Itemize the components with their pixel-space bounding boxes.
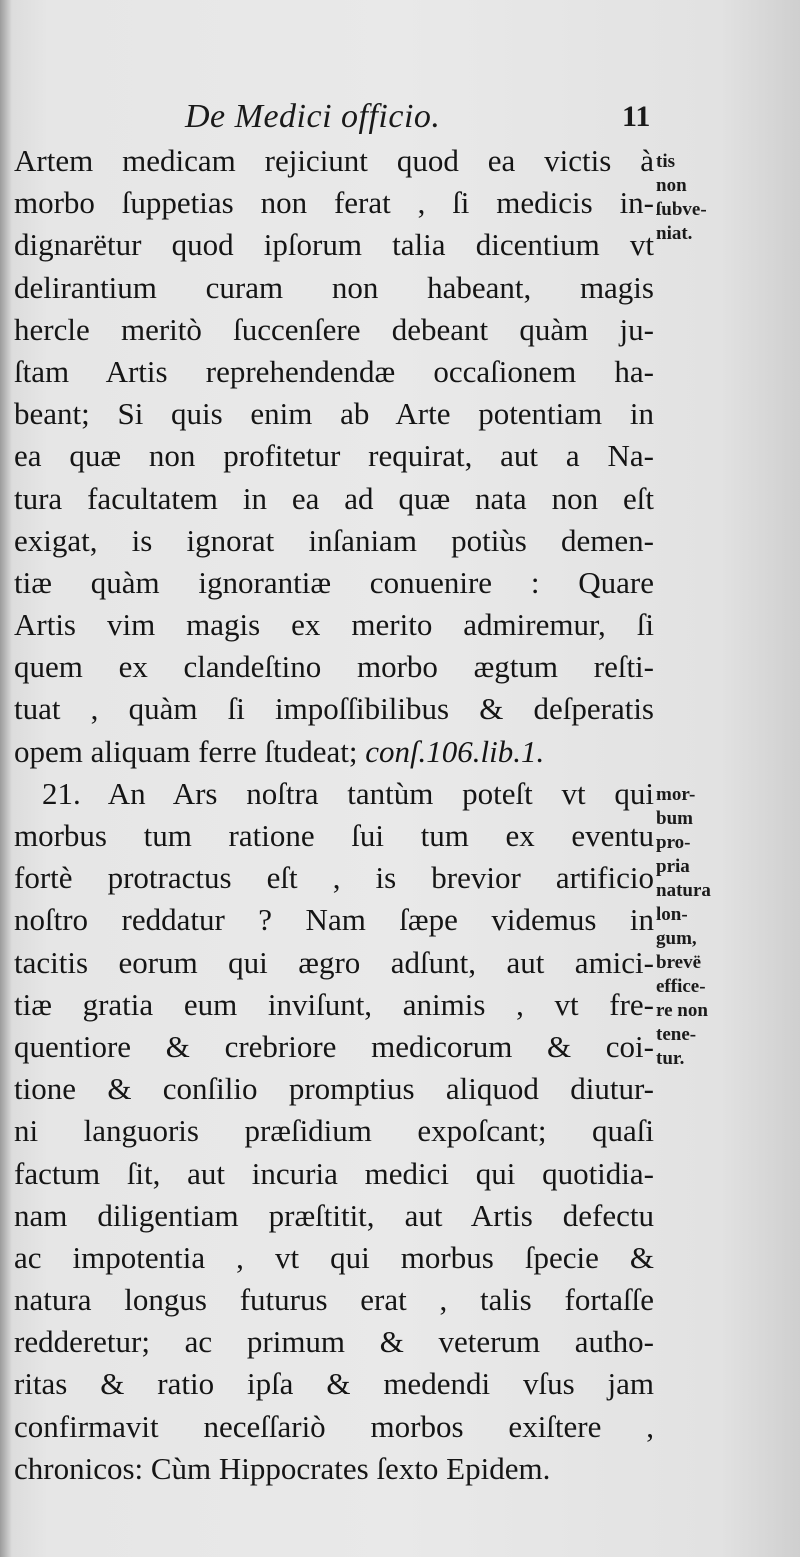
text-fragment: opem aliquam ferre ſtudeat; bbox=[14, 733, 358, 769]
text-line: Artis vim magis ex merito admiremur, ſi bbox=[14, 607, 654, 643]
margin-note-line: non bbox=[656, 175, 687, 196]
text-line: redderetur; ac primum & veterum autho- bbox=[14, 1324, 654, 1360]
text-line: exigat, is ignorat inſaniam potiùs demen- bbox=[14, 522, 654, 558]
margin-note-line: bum bbox=[656, 808, 693, 829]
text-line: factum ſit, aut incuria medici qui quotidia- bbox=[14, 1155, 654, 1191]
text-line: tiæ gratia eum inviſunt, animis , vt fre- bbox=[14, 986, 654, 1022]
text-line: morbo ſuppetias non ferat , ſi medicis in- bbox=[14, 185, 654, 221]
citation: conſ.106.lib.1. bbox=[365, 733, 545, 769]
text-line: ac impotentia , vt qui morbus ſpecie & bbox=[14, 1239, 654, 1275]
margin-note-line: pro- bbox=[656, 832, 691, 853]
text-line: natura longus futurus erat , talis fortaſſe bbox=[14, 1282, 654, 1318]
page-gutter-shadow bbox=[0, 0, 12, 1557]
margin-note-line: tis bbox=[656, 151, 675, 172]
margin-note-1 bbox=[656, 150, 800, 246]
running-title: De Medici officio. bbox=[185, 98, 441, 135]
margin-note-line: pria bbox=[656, 856, 690, 877]
margin-note-line: niat. bbox=[656, 223, 693, 244]
margin-note-line: lon- bbox=[656, 904, 688, 925]
text-line: tura facultatem in ea ad quæ nata non eſt bbox=[14, 480, 654, 516]
page-header bbox=[0, 92, 800, 142]
margin-note-line: mor- bbox=[656, 784, 696, 805]
text-line: hercle meritò ſuccenſere debeant quàm ju- bbox=[14, 311, 654, 347]
margin-note-line: re non bbox=[656, 1000, 708, 1021]
margin-note-line: effice- bbox=[656, 976, 706, 997]
text-line: tiæ quàm ignorantiæ conuenire : Quare bbox=[14, 564, 654, 600]
margin-note-2 bbox=[656, 783, 800, 1071]
text-line: noſtro reddatur ? Nam ſæpe videmus in bbox=[14, 902, 654, 938]
text-line: chronicos: Cùm Hippocrates ſexto Epidem. bbox=[14, 1450, 551, 1486]
margin-note-line: gum, bbox=[656, 928, 697, 949]
text-line: tione & conſilio promptius aliquod diutur- bbox=[14, 1071, 654, 1107]
margin-note-line: brevë bbox=[656, 952, 702, 973]
text-line: ritas & ratio ipſa & medendi vſus jam bbox=[14, 1366, 654, 1402]
text-line: fortè protractus eſt , is brevior artificio bbox=[14, 860, 654, 896]
text-line: beant; Si quis enim ab Arte potentiam in bbox=[14, 396, 654, 432]
text-line-with-citation bbox=[14, 731, 654, 773]
text-line: quentiore & crebriore medicorum & coi- bbox=[14, 1028, 654, 1064]
text-line: tacitis eorum qui ægro adſunt, aut amici- bbox=[14, 944, 654, 980]
text-line: confirmavit neceſſariò morbos exiſtere , bbox=[14, 1408, 654, 1444]
text-line: dignarëtur quod ipſorum talia dicentium vt bbox=[14, 227, 654, 263]
text-line: ni languoris præſidium expoſcant; quaſi bbox=[14, 1113, 654, 1149]
text-line: ſtam Artis reprehendendæ occaſionem ha- bbox=[14, 353, 654, 389]
main-text-block bbox=[14, 140, 654, 1490]
margin-note-line: natura bbox=[656, 880, 711, 901]
text-line: morbus tum ratione ſui tum ex eventu bbox=[14, 818, 654, 853]
text-line: delirantium curam non habeant, magis bbox=[14, 269, 654, 305]
paragraph-start-line: 21. An Ars noſtra tantùm poteſt vt qui bbox=[42, 775, 654, 811]
text-line: tuat , quàm ſi impoſſibilibus & deſperatis bbox=[14, 691, 654, 727]
text-line: ea quæ non profitetur requirat, aut a Na- bbox=[14, 438, 654, 474]
margin-note-line: tene- bbox=[656, 1024, 697, 1045]
text-line: nam diligentiam præſtitit, aut Artis defectu bbox=[14, 1197, 654, 1233]
margin-note-line: ſubve- bbox=[656, 199, 707, 220]
page-number: 11 bbox=[622, 100, 651, 133]
text-line: Artem medicam rejiciunt quod ea victis à bbox=[14, 143, 654, 178]
margin-note-line: tur. bbox=[656, 1048, 685, 1069]
text-line: quem ex clandeſtino morbo ægtum reſti- bbox=[14, 649, 654, 685]
